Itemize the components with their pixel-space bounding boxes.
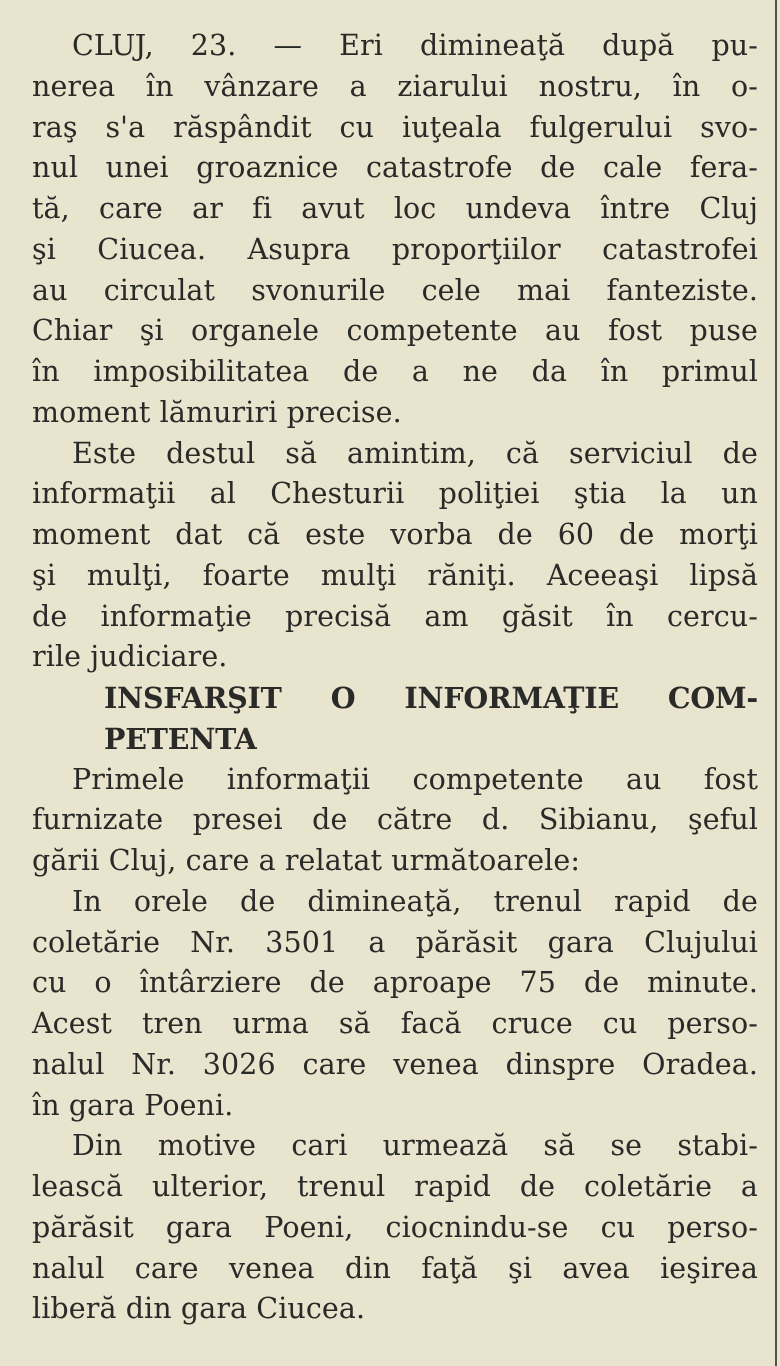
text-line: coletărie Nr. 3501 a părăsit gara Clujului — [32, 925, 758, 959]
paragraph-first-line: In orele de dimineaţă, trenul rapid de — [72, 884, 758, 918]
text-line: şi mulţi, foarte mulţi răniţi. Aceeaşi lipsă — [32, 558, 758, 592]
section-heading-line: INSFARŞIT O INFORMAŢIE COM- — [104, 681, 758, 715]
text-line: moment dat că este vorba de 60 de morţi — [32, 518, 758, 551]
column-rule — [775, 0, 777, 1366]
text-line: rile judiciare. — [32, 640, 228, 674]
paragraph-first-line: Este destul să amintim, că serviciul de — [72, 436, 758, 470]
text-line: nerea în vânzare a ziarului nostru, în o- — [32, 69, 758, 103]
paragraph-first-line: CLUJ, 23. — Eri dimineaţă după pu- — [72, 29, 758, 62]
text-line: liberă din gara Ciucea. — [32, 1292, 366, 1326]
text-line: cu o întârziere de aproape 75 de minute. — [32, 966, 758, 1000]
text-line: în imposibilitatea de a ne da în primul — [32, 355, 758, 388]
text-line: gării Cluj, care a relatat următoarele: — [32, 844, 581, 877]
text-line: nalul Nr. 3026 care venea dinspre Oradea. — [32, 1047, 758, 1081]
text-line: tă, care ar fi avut loc undeva între Cluj — [32, 192, 758, 225]
text-line: informaţii al Chesturii poliţiei ştia la un — [32, 477, 758, 511]
text-line: nalul care venea din faţă şi avea ieşirea — [32, 1251, 758, 1285]
section-heading-line: PETENTA — [104, 721, 257, 756]
text-line: în gara Poeni. — [32, 1088, 234, 1122]
text-line: raş s'a răspândit cu iuţeala fulgerului svo- — [32, 110, 758, 144]
text-line: părăsit gara Poeni, ciocnindu-se cu perso- — [32, 1210, 758, 1244]
text-line: au circulat svonurile cele mai fanteziste. — [32, 273, 758, 307]
text-line: moment lămuriri precise. — [32, 395, 402, 429]
text-line: Chiar şi organele competente au fost puse — [32, 314, 758, 348]
text-line: de informaţie precisă am găsit în cercu- — [32, 599, 758, 633]
text-line: şi Ciucea. Asupra proporţiilor catastrofei — [32, 232, 758, 266]
paragraph-first-line: Din motive cari urmează să se stabi- — [72, 1129, 758, 1163]
text-line: nul unei groaznice catastrofe de cale fera- — [32, 151, 758, 185]
text-line: lească ulterior, trenul rapid de coletărie a — [32, 1170, 758, 1203]
text-line: Acest tren urma să facă cruce cu perso- — [32, 1007, 758, 1040]
article-text-column — [32, 26, 758, 1330]
paragraph-first-line: Primele informaţii competente au fost — [72, 762, 758, 796]
text-line: furnizate presei de către d. Sibianu, şeful — [32, 803, 758, 837]
